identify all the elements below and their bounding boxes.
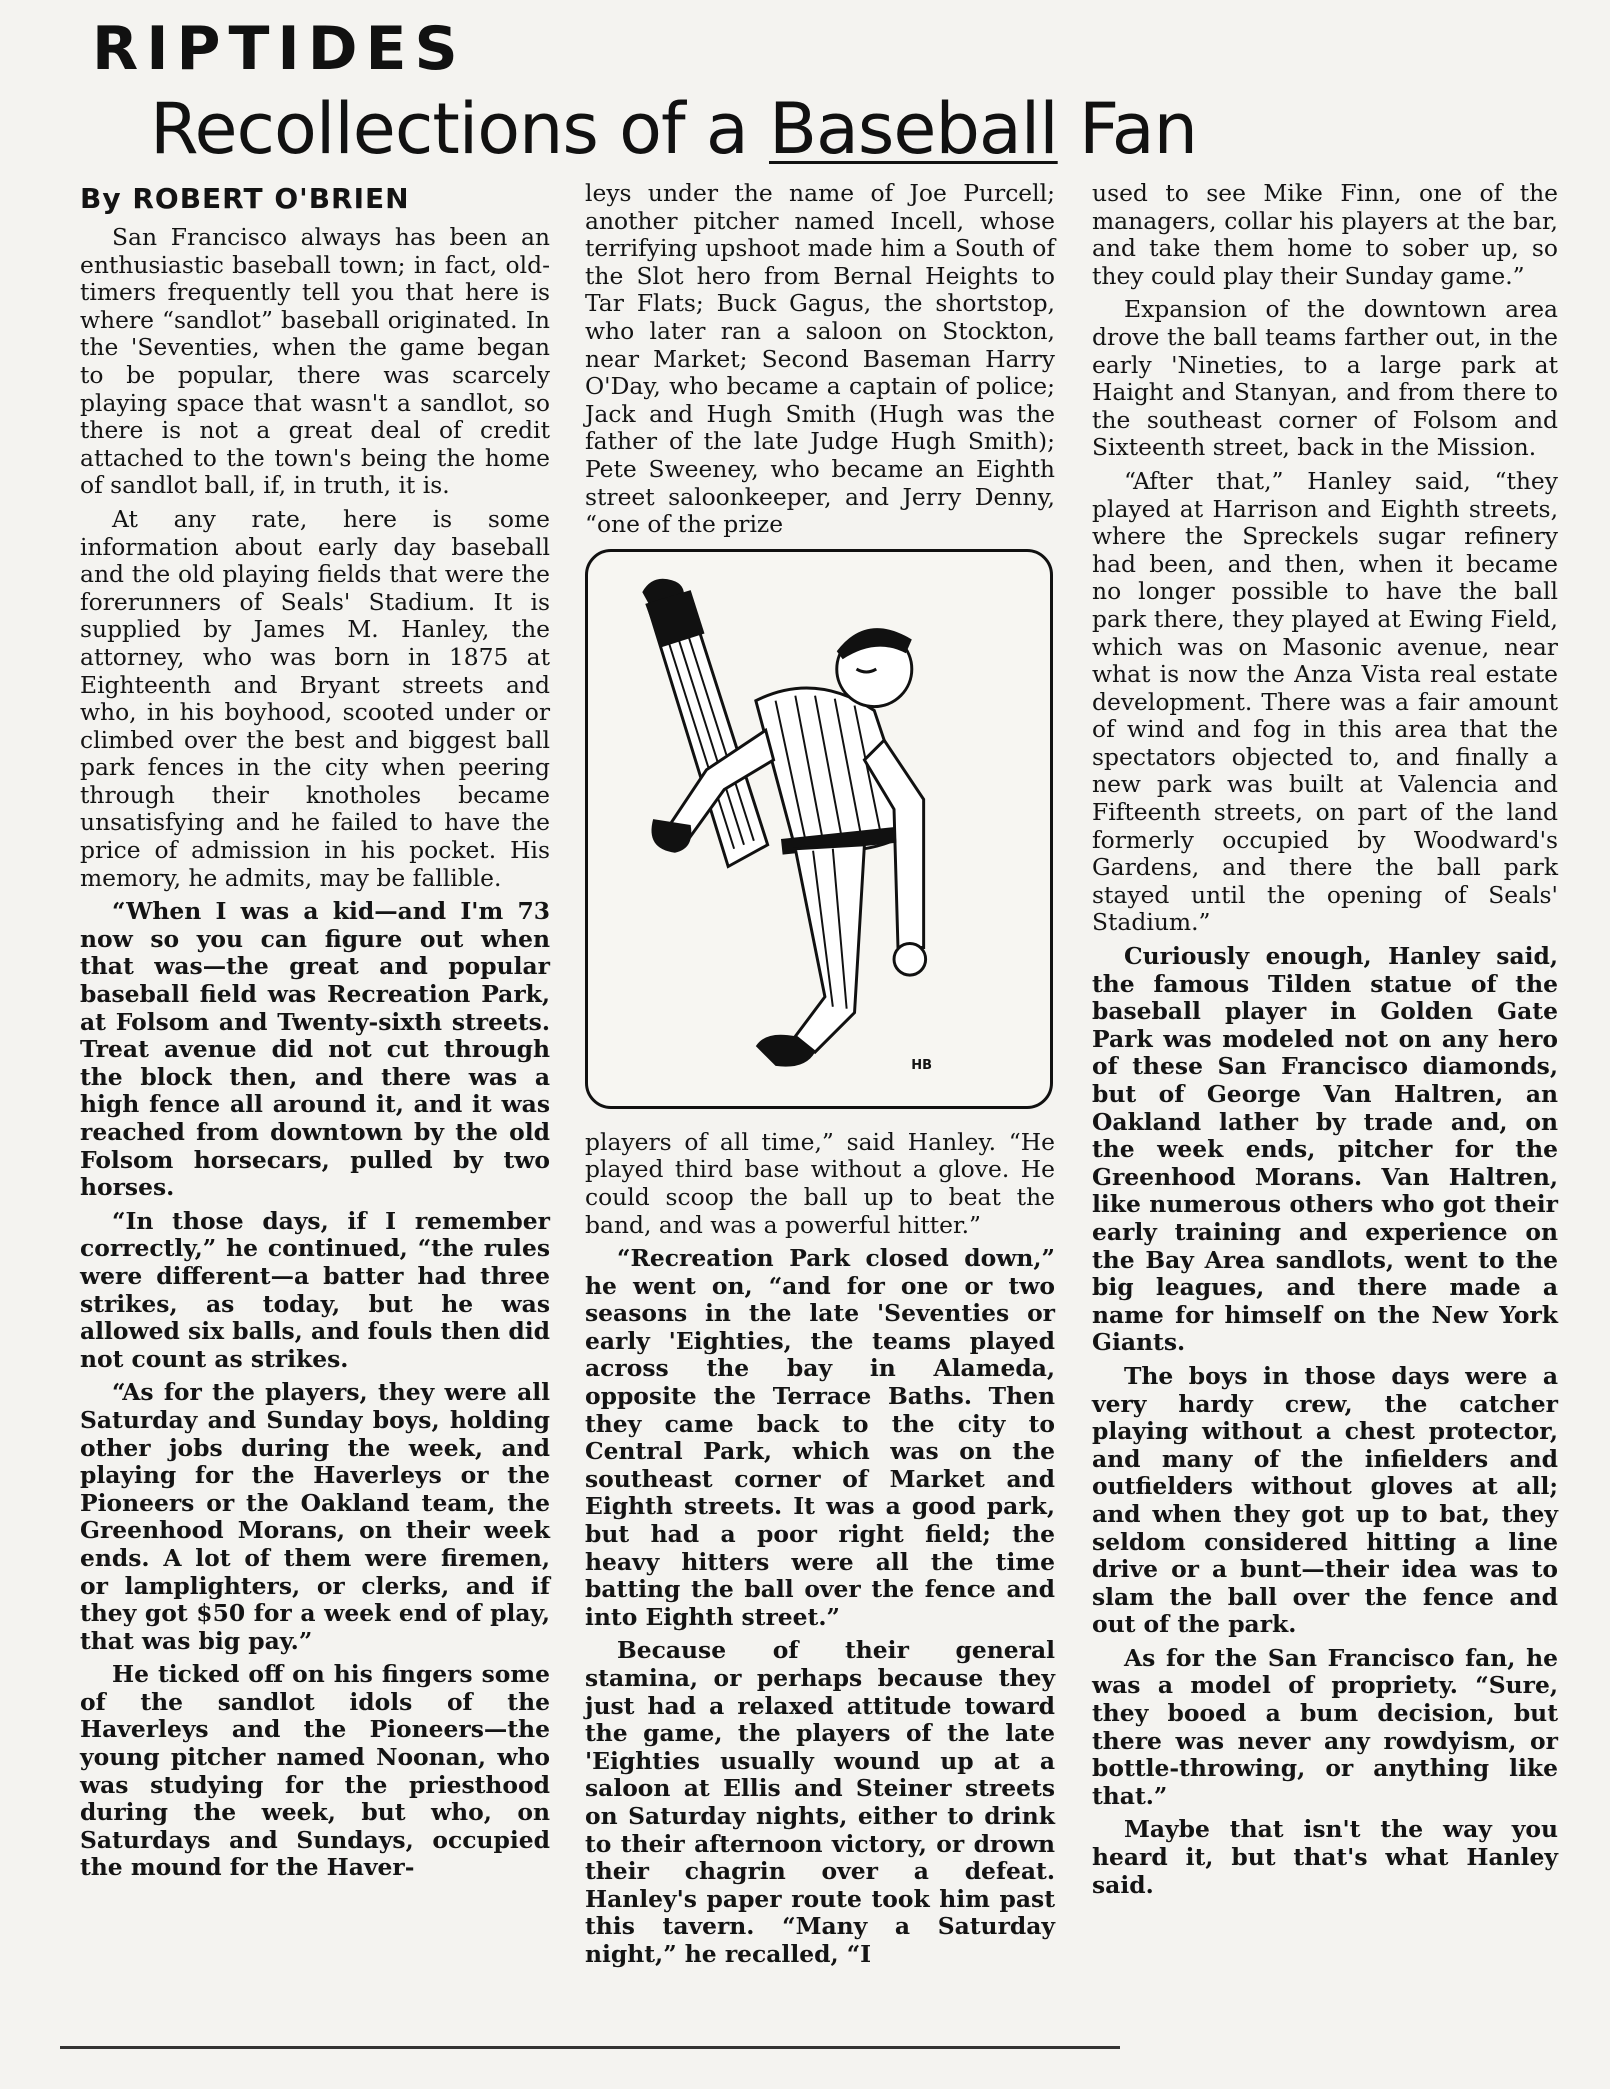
paragraph: “After that,” Hanley said, “they played at Harrison and Eighth streets, where the Spreckels sugar refinery had been, and then, when it became no longer possible to have the ball park there, they played at Ewing Field, which was on Masonic avenue, near what is now the Anza Vista real estate development. There was a fair amount of wind and fog in this area that the spectators objected to, and finally a new park was built at Valencia and Fifteenth streets, on part of the land formerly occupied by Woodward's Gardens, and there the ball park stayed until the opening of Seals' Stadium.” — [1092, 466, 1558, 937]
pitcher-illustration-icon — [588, 552, 1050, 1106]
section-kicker: RIPTIDES — [92, 14, 466, 84]
paragraph: players of all time,” said Hanley. “He played third base without a glove. He could scoop the ball up to beat the band, and was a powerful hitter.” — [585, 1127, 1055, 1239]
artist-signature: HB — [911, 1058, 932, 1074]
article-column-3 — [1092, 180, 1558, 1905]
paragraph: San Francisco always has been an enthusiastic baseball town; in fact, old-timers frequently tell you that here is where “sandlot” baseball originated. In the 'Seventies, when the game began to be popular, there was scarcely playing space that wasn't a sandlot, so there is not a great deal of credit attached to the town's being the home of sandlot ball, if, in truth, it is. — [80, 223, 550, 500]
paragraph: The boys in those days were a very hardy crew, the catcher playing without a chest protector, and many of the infielders and outfielders without gloves at all; and when they got up to bat, they seldom considered hitting a line drive or a bunt—their idea was to slam the ball over the fence and out of the park. — [1092, 1361, 1558, 1639]
paragraph: “When I was a kid—and I'm 73 now so you can figure out when that was—the great and popular baseball field was Recreation Park, at Folsom and Twenty-sixth streets. Treat avenue did not cut through the block then, and there was a high fence all around it, and it was reached from downtown by the old Folsom horsecars, pulled by two horses. — [80, 897, 550, 1202]
paragraph: “As for the players, they were all Saturday and Sunday boys, holding other jobs during the week, and playing for the Haverleys or the Pioneers or the Oakland team, the Greenhood Morans, on their week ends. A lot of them were firemen, or lamplighters, or clerks, and if they got $50 for a week end of play, that was big pay.” — [80, 1378, 550, 1655]
paragraph: Because of their general stamina, or perhaps because they just had a relaxed attitude toward the game, the players of the late 'Eighties usually wound up at a saloon at Ellis and Steiner streets on Saturday nights, either to drink to their afternoon victory, or drown their chagrin over a defeat. Hanley's paper route took him past this tavern. “Many a Saturday night,” he recalled, “I — [585, 1636, 1055, 1968]
paragraph: Maybe that isn't the way you heard it, but that's what Hanley said. — [1092, 1815, 1558, 1899]
headline-part-1: Recollections of a — [150, 88, 769, 170]
paragraph: “Recreation Park closed down,” he went on, “and for one or two seasons in the late 'Seventies or early 'Eighties, the teams played across the bay in Alameda, opposite the Terrace Baths. Then they came back to the city to Central Park, which was on the southeast corner of Market and Eighth streets. It was a good park, but had a poor right field; the heavy hitters were all the time batting the ball over the fence and into Eighth street.” — [585, 1244, 1055, 1631]
baseball-pitcher-cartoon — [585, 549, 1053, 1109]
headline — [150, 88, 1197, 170]
paragraph: Expansion of the downtown area drove the ball teams farther out, in the early 'Nineties, to a large park at Haight and Stanyan, and from there to the southeast corner of Folsom and Sixteenth street, back in the Mission. — [1092, 295, 1558, 462]
paragraph: At any rate, here is some information about early day baseball and the old playing fields that were the forerunners of Seals' Stadium. It is supplied by James M. Hanley, the attorney, who was born in 1875 at Eighteenth and Bryant streets and who, in his boyhood, scooted under or climbed over the best and biggest ball park fences in the city when peering through their knotholes became unsatisfying and he failed to have the price of admission in his pocket. His memory, he admits, may be fallible. — [80, 504, 550, 892]
paragraph: He ticked off on his fingers some of the sandlot idols of the Haverleys and the Pioneers—the young pitcher named Noonan, who was studying for the priesthood during the week, but who, on Saturdays and Sundays, occupied the mound for the Haver- — [80, 1660, 550, 1882]
paragraph: leys under the name of Joe Purcell; another pitcher named Incell, whose terrifying upshoot made him a South of the Slot hero from Bernal Heights to Tar Flats; Buck Gagus, the shortstop, who later ran a saloon on Stockton, near Market; Second Baseman Harry O'Day, who became a captain of police; Jack and Hugh Smith (Hugh was the father of the late Judge Hugh Smith); Pete Sweeney, who became an Eighth street saloonkeeper, and Jerry Denny, “one of the prize — [585, 179, 1055, 539]
byline: By ROBERT O'BRIEN — [80, 182, 410, 215]
paragraph: As for the San Francisco fan, he was a model of propriety. “Sure, they booed a bum decision, but there was never any rowdyism, or bottle-throwing, or anything like that.” — [1092, 1643, 1558, 1810]
article-column-1 — [80, 180, 550, 1888]
paragraph: “In those days, if I remember correctly,” he continued, “the rules were different—a batter had three strikes, as today, but he was allowed six balls, and fouls then did not count as strikes. — [80, 1206, 550, 1373]
article-column-2 — [585, 180, 1055, 1975]
headline-underlined-word: Baseball — [769, 88, 1058, 170]
paragraph: used to see Mike Finn, one of the managers, collar his players at the bar, and take them home to sober up, so they could play their Sunday game.” — [1092, 179, 1558, 290]
bottom-rule — [60, 2046, 1120, 2049]
headline-part-2: Fan — [1057, 88, 1198, 170]
paragraph: Curiously enough, Hanley said, the famous Tilden statue of the baseball player in Golden Gate Park was modeled not on any hero of these San Francisco diamonds, but of George Van Haltren, an Oakland lather by trade and, on the week ends, pitcher for the Greenhood Morans. Van Haltren, like numerous others who got their early training and experience on the Bay Area sandlots, went to the big leagues, and there made a name for himself on the New York Giants. — [1092, 942, 1558, 1357]
